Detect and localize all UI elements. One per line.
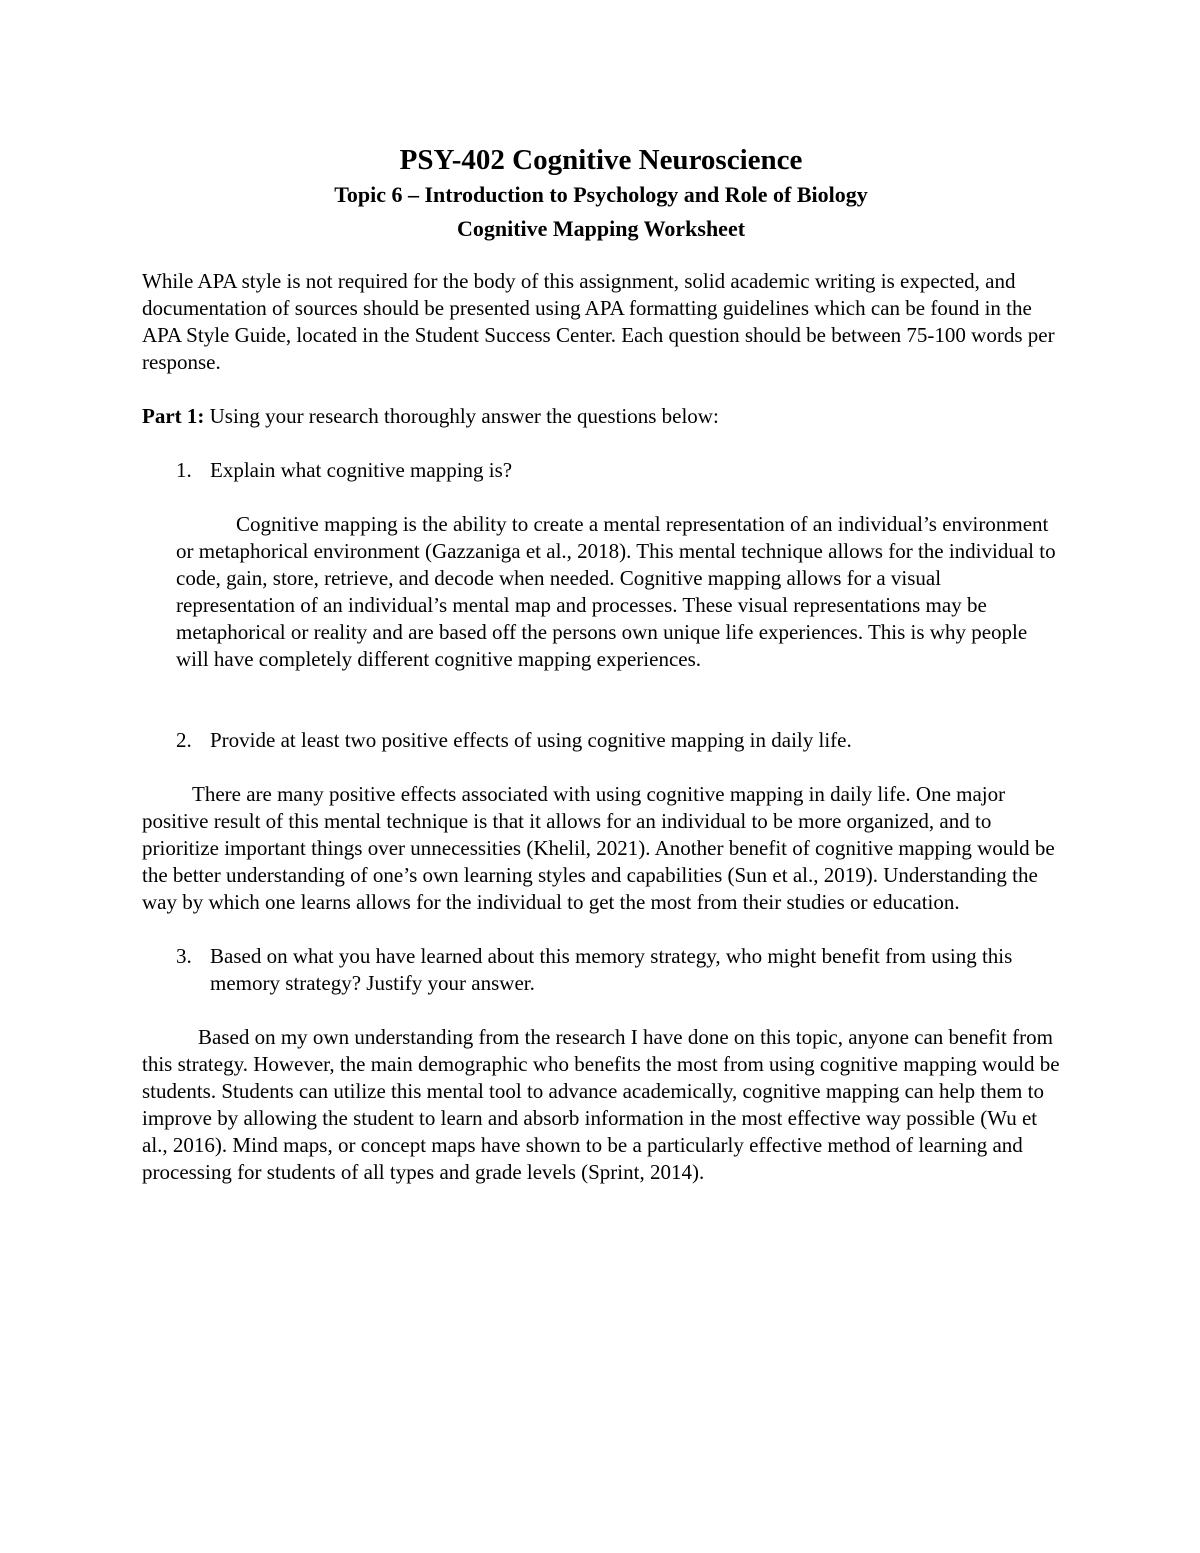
course-title: PSY-402 Cognitive Neuroscience [399, 144, 803, 176]
intro-paragraph: While APA style is not required for the body of this assignment, solid academic writing is expected, and documentation of sources should be presented using APA formatting guidelines which can be found in the APA Style Guide, located in the Student Success Center. Each question should be between 75-100 words per response. [142, 269, 1055, 374]
question-text: Based on what you have learned about this memory strategy, who might benefit from using this memory strategy? Justify your answer. [210, 944, 1013, 995]
answer-1: Cognitive mapping is the ability to create a mental representation of an individual’s environment or metaphorical environment (Gazzaniga et al., 2018). This mental technique allows for the individual to code, gain, store, retrieve, and decode when needed. Cognitive mapping allows for a visual representation of an individual’s mental map and processes. These visual representations may be metaphorical or reality and are based off the persons own unique life experiences. This is why people will have completely different cognitive mapping experiences. [176, 512, 1056, 671]
question-number: 3. [176, 944, 192, 968]
question-3 [142, 943, 1060, 997]
part-1-text: Using your research thoroughly answer the questions below: [204, 404, 719, 428]
worksheet-title: Cognitive Mapping Worksheet [456, 216, 746, 241]
topic-title: Topic 6 – Introduction to Psychology and Role of Biology [334, 182, 868, 207]
part-1-instruction [142, 403, 1060, 430]
question-number: 1. [176, 458, 192, 482]
answer-2: There are many positive effects associated with using cognitive mapping in daily life. One major positive result of this mental technique is that it allows for an individual to be more organized, and to prioritize important things over unnecessities (Khelil, 2021). Another benefit of cognitive mapping would be the better understanding of one’s own learning styles and capabilities (Sun et al., 2019). Understanding the way by which one learns allows for the individual to get the most from their studies or education. [142, 782, 1055, 914]
question-text: Provide at least two positive effects of using cognitive mapping in daily life. [210, 728, 852, 752]
question-2 [142, 727, 1060, 754]
question-text: Explain what cognitive mapping is? [210, 458, 513, 482]
question-1 [142, 457, 1060, 484]
question-number: 2. [176, 728, 192, 752]
part-1-label: Part 1: [142, 404, 205, 428]
answer-3: Based on my own understanding from the research I have done on this topic, anyone can benefit from this strategy. However, the main demographic who benefits the most from using cognitive mapping would be students. Students can utilize this mental tool to advance academically, cognitive mapping can help them to improve by allowing the student to learn and absorb information in the most effective way possible (Wu et al., 2016). Mind maps, or concept maps have shown to be a particularly effective method of learning and processing for students of all types and grade levels (Sprint, 2014). [142, 1025, 1060, 1184]
title-block [142, 142, 1060, 246]
